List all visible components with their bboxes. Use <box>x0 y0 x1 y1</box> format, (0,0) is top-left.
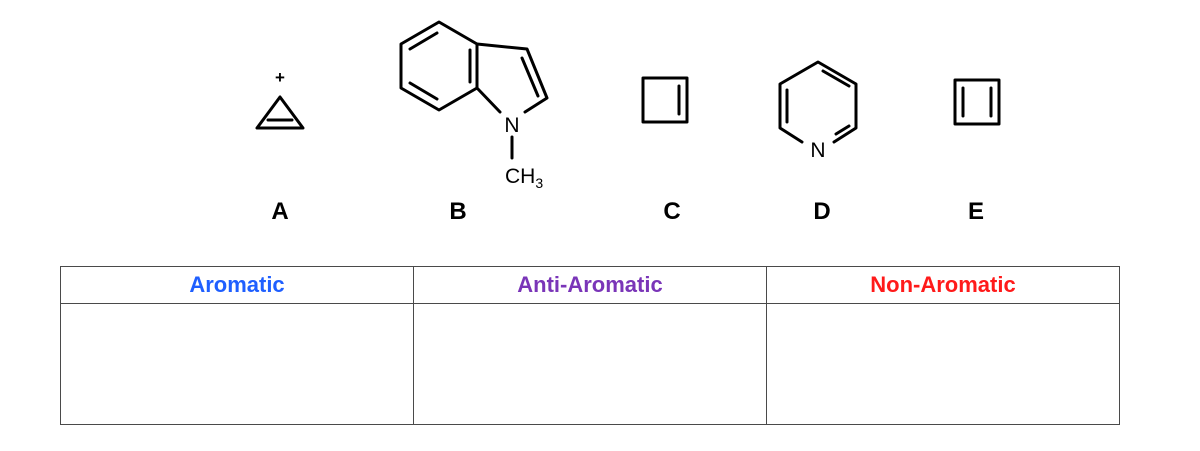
positive-charge-symbol: + <box>275 68 285 87</box>
methyl-subscript: 3 <box>535 175 544 191</box>
classification-table <box>60 266 1120 425</box>
molecule-b-nitrogen: N <box>504 114 520 137</box>
molecule-label-e: E <box>967 198 984 225</box>
aromatic-answer-cell[interactable] <box>61 304 414 425</box>
anti-aromatic-answer-cell[interactable] <box>414 304 767 425</box>
molecule-c-structure <box>643 78 687 122</box>
header-aromatic: Aromatic <box>61 267 414 304</box>
non-aromatic-answer-cell[interactable] <box>767 304 1120 425</box>
table-header-row <box>61 267 1120 304</box>
molecule-b-structure <box>401 22 547 158</box>
molecule-a-structure <box>257 97 303 128</box>
methyl-ch: CH <box>505 165 536 188</box>
header-anti-aromatic: Anti-Aromatic <box>414 267 767 304</box>
molecule-b-methyl <box>505 165 543 191</box>
molecule-label-b: B <box>449 198 467 225</box>
molecule-d-structure <box>780 62 856 142</box>
header-non-aromatic: Non-Aromatic <box>767 267 1120 304</box>
molecule-label-a: A <box>271 198 289 225</box>
molecule-e-structure <box>955 80 999 124</box>
table-answer-row <box>61 304 1120 425</box>
molecule-d-nitrogen: N <box>810 139 826 162</box>
molecule-label-c: C <box>663 198 681 225</box>
molecule-label-d: D <box>813 198 831 225</box>
